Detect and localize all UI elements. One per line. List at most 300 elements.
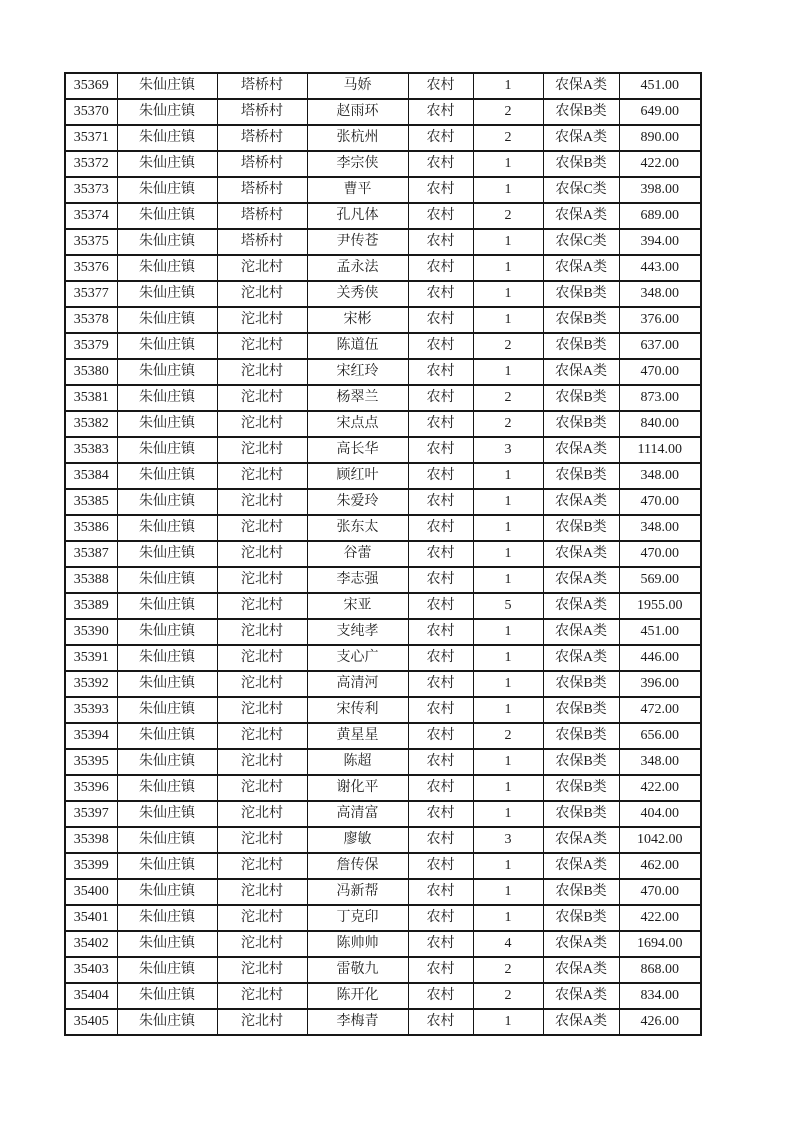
cell-amount: 422.00 bbox=[619, 775, 701, 801]
cell-village: 沱北村 bbox=[217, 697, 307, 723]
cell-amount: 348.00 bbox=[619, 463, 701, 489]
cell-residence: 农村 bbox=[408, 593, 473, 619]
table-row bbox=[65, 489, 701, 515]
table-row bbox=[65, 359, 701, 385]
cell-amount: 470.00 bbox=[619, 489, 701, 515]
cell-amount: 569.00 bbox=[619, 567, 701, 593]
cell-name: 黄星星 bbox=[307, 723, 408, 749]
cell-id: 35378 bbox=[65, 307, 117, 333]
cell-category: 农保A类 bbox=[543, 203, 619, 229]
cell-town: 朱仙庄镇 bbox=[117, 281, 217, 307]
cell-town: 朱仙庄镇 bbox=[117, 151, 217, 177]
cell-amount: 689.00 bbox=[619, 203, 701, 229]
cell-residence: 农村 bbox=[408, 151, 473, 177]
cell-count: 1 bbox=[473, 151, 543, 177]
cell-name: 谷蕾 bbox=[307, 541, 408, 567]
table-row bbox=[65, 73, 701, 99]
cell-residence: 农村 bbox=[408, 541, 473, 567]
cell-village: 沱北村 bbox=[217, 983, 307, 1009]
cell-name: 杨翠兰 bbox=[307, 385, 408, 411]
cell-village: 塔桥村 bbox=[217, 203, 307, 229]
cell-residence: 农村 bbox=[408, 957, 473, 983]
cell-village: 沱北村 bbox=[217, 489, 307, 515]
cell-town: 朱仙庄镇 bbox=[117, 229, 217, 255]
cell-amount: 649.00 bbox=[619, 99, 701, 125]
cell-category: 农保B类 bbox=[543, 905, 619, 931]
cell-village: 沱北村 bbox=[217, 879, 307, 905]
cell-residence: 农村 bbox=[408, 827, 473, 853]
cell-name: 雷敬九 bbox=[307, 957, 408, 983]
cell-amount: 890.00 bbox=[619, 125, 701, 151]
cell-residence: 农村 bbox=[408, 385, 473, 411]
cell-name: 李志强 bbox=[307, 567, 408, 593]
cell-village: 沱北村 bbox=[217, 385, 307, 411]
cell-name: 丁克印 bbox=[307, 905, 408, 931]
cell-village: 沱北村 bbox=[217, 541, 307, 567]
cell-category: 农保B类 bbox=[543, 801, 619, 827]
cell-residence: 农村 bbox=[408, 359, 473, 385]
cell-amount: 656.00 bbox=[619, 723, 701, 749]
cell-village: 沱北村 bbox=[217, 905, 307, 931]
cell-residence: 农村 bbox=[408, 645, 473, 671]
cell-id: 35380 bbox=[65, 359, 117, 385]
cell-town: 朱仙庄镇 bbox=[117, 125, 217, 151]
cell-amount: 1694.00 bbox=[619, 931, 701, 957]
cell-category: 农保A类 bbox=[543, 827, 619, 853]
cell-town: 朱仙庄镇 bbox=[117, 1009, 217, 1035]
table-body bbox=[65, 73, 701, 1035]
cell-town: 朱仙庄镇 bbox=[117, 255, 217, 281]
cell-count: 2 bbox=[473, 125, 543, 151]
cell-id: 35371 bbox=[65, 125, 117, 151]
cell-amount: 834.00 bbox=[619, 983, 701, 1009]
cell-name: 陈道伍 bbox=[307, 333, 408, 359]
cell-count: 1 bbox=[473, 1009, 543, 1035]
cell-residence: 农村 bbox=[408, 671, 473, 697]
cell-name: 尹传苍 bbox=[307, 229, 408, 255]
cell-count: 1 bbox=[473, 775, 543, 801]
cell-residence: 农村 bbox=[408, 411, 473, 437]
cell-count: 1 bbox=[473, 281, 543, 307]
cell-name: 孟永法 bbox=[307, 255, 408, 281]
cell-count: 1 bbox=[473, 229, 543, 255]
cell-name: 李宗侠 bbox=[307, 151, 408, 177]
table-row bbox=[65, 281, 701, 307]
cell-category: 农保A类 bbox=[543, 437, 619, 463]
cell-residence: 农村 bbox=[408, 489, 473, 515]
table-row bbox=[65, 723, 701, 749]
cell-village: 塔桥村 bbox=[217, 229, 307, 255]
cell-category: 农保B类 bbox=[543, 385, 619, 411]
cell-id: 35402 bbox=[65, 931, 117, 957]
cell-name: 马娇 bbox=[307, 73, 408, 99]
cell-id: 35385 bbox=[65, 489, 117, 515]
cell-category: 农保A类 bbox=[543, 567, 619, 593]
cell-amount: 1042.00 bbox=[619, 827, 701, 853]
cell-id: 35390 bbox=[65, 619, 117, 645]
cell-name: 李梅青 bbox=[307, 1009, 408, 1035]
cell-id: 35395 bbox=[65, 749, 117, 775]
cell-amount: 470.00 bbox=[619, 879, 701, 905]
cell-town: 朱仙庄镇 bbox=[117, 463, 217, 489]
cell-village: 沱北村 bbox=[217, 957, 307, 983]
cell-count: 2 bbox=[473, 203, 543, 229]
cell-category: 农保A类 bbox=[543, 593, 619, 619]
cell-town: 朱仙庄镇 bbox=[117, 905, 217, 931]
cell-id: 35399 bbox=[65, 853, 117, 879]
table-row bbox=[65, 671, 701, 697]
cell-town: 朱仙庄镇 bbox=[117, 801, 217, 827]
cell-count: 1 bbox=[473, 515, 543, 541]
cell-count: 1 bbox=[473, 671, 543, 697]
cell-id: 35383 bbox=[65, 437, 117, 463]
cell-count: 1 bbox=[473, 853, 543, 879]
cell-residence: 农村 bbox=[408, 515, 473, 541]
cell-town: 朱仙庄镇 bbox=[117, 697, 217, 723]
cell-id: 35369 bbox=[65, 73, 117, 99]
cell-category: 农保B类 bbox=[543, 723, 619, 749]
cell-count: 2 bbox=[473, 983, 543, 1009]
cell-village: 沱北村 bbox=[217, 931, 307, 957]
cell-name: 宋点点 bbox=[307, 411, 408, 437]
cell-residence: 农村 bbox=[408, 879, 473, 905]
cell-village: 沱北村 bbox=[217, 801, 307, 827]
cell-amount: 394.00 bbox=[619, 229, 701, 255]
table-row bbox=[65, 801, 701, 827]
cell-category: 农保B类 bbox=[543, 411, 619, 437]
cell-id: 35379 bbox=[65, 333, 117, 359]
cell-name: 关秀侠 bbox=[307, 281, 408, 307]
cell-residence: 农村 bbox=[408, 177, 473, 203]
cell-amount: 472.00 bbox=[619, 697, 701, 723]
cell-id: 35377 bbox=[65, 281, 117, 307]
cell-id: 35396 bbox=[65, 775, 117, 801]
cell-village: 沱北村 bbox=[217, 645, 307, 671]
cell-town: 朱仙庄镇 bbox=[117, 879, 217, 905]
cell-category: 农保A类 bbox=[543, 125, 619, 151]
cell-category: 农保B类 bbox=[543, 99, 619, 125]
cell-count: 2 bbox=[473, 957, 543, 983]
cell-category: 农保A类 bbox=[543, 255, 619, 281]
cell-count: 1 bbox=[473, 73, 543, 99]
table-row bbox=[65, 853, 701, 879]
cell-town: 朱仙庄镇 bbox=[117, 957, 217, 983]
table-row bbox=[65, 1009, 701, 1035]
cell-id: 35397 bbox=[65, 801, 117, 827]
cell-category: 农保B类 bbox=[543, 515, 619, 541]
table-row bbox=[65, 983, 701, 1009]
cell-name: 朱爱玲 bbox=[307, 489, 408, 515]
cell-name: 詹传保 bbox=[307, 853, 408, 879]
cell-count: 2 bbox=[473, 723, 543, 749]
cell-count: 1 bbox=[473, 307, 543, 333]
cell-amount: 840.00 bbox=[619, 411, 701, 437]
cell-village: 沱北村 bbox=[217, 671, 307, 697]
cell-residence: 农村 bbox=[408, 437, 473, 463]
cell-name: 廖敏 bbox=[307, 827, 408, 853]
cell-village: 沱北村 bbox=[217, 359, 307, 385]
cell-count: 1 bbox=[473, 801, 543, 827]
cell-name: 陈开化 bbox=[307, 983, 408, 1009]
table-row bbox=[65, 463, 701, 489]
cell-town: 朱仙庄镇 bbox=[117, 307, 217, 333]
cell-name: 宋红玲 bbox=[307, 359, 408, 385]
cell-village: 沱北村 bbox=[217, 723, 307, 749]
cell-category: 农保B类 bbox=[543, 671, 619, 697]
cell-category: 农保A类 bbox=[543, 489, 619, 515]
table-row bbox=[65, 957, 701, 983]
table-row bbox=[65, 541, 701, 567]
cell-id: 35370 bbox=[65, 99, 117, 125]
cell-residence: 农村 bbox=[408, 203, 473, 229]
cell-village: 沱北村 bbox=[217, 1009, 307, 1035]
cell-village: 沱北村 bbox=[217, 593, 307, 619]
cell-count: 2 bbox=[473, 333, 543, 359]
cell-category: 农保B类 bbox=[543, 775, 619, 801]
cell-id: 35388 bbox=[65, 567, 117, 593]
cell-town: 朱仙庄镇 bbox=[117, 333, 217, 359]
cell-village: 沱北村 bbox=[217, 515, 307, 541]
cell-id: 35375 bbox=[65, 229, 117, 255]
table-row bbox=[65, 203, 701, 229]
cell-village: 塔桥村 bbox=[217, 177, 307, 203]
cell-town: 朱仙庄镇 bbox=[117, 645, 217, 671]
cell-amount: 426.00 bbox=[619, 1009, 701, 1035]
cell-amount: 446.00 bbox=[619, 645, 701, 671]
cell-village: 沱北村 bbox=[217, 463, 307, 489]
cell-count: 2 bbox=[473, 411, 543, 437]
cell-id: 35384 bbox=[65, 463, 117, 489]
cell-town: 朱仙庄镇 bbox=[117, 619, 217, 645]
table-row bbox=[65, 307, 701, 333]
cell-residence: 农村 bbox=[408, 775, 473, 801]
cell-count: 1 bbox=[473, 177, 543, 203]
cell-id: 35393 bbox=[65, 697, 117, 723]
cell-id: 35389 bbox=[65, 593, 117, 619]
cell-residence: 农村 bbox=[408, 463, 473, 489]
cell-amount: 348.00 bbox=[619, 281, 701, 307]
table-row bbox=[65, 99, 701, 125]
cell-village: 沱北村 bbox=[217, 333, 307, 359]
cell-town: 朱仙庄镇 bbox=[117, 515, 217, 541]
table-row bbox=[65, 151, 701, 177]
cell-category: 农保A类 bbox=[543, 983, 619, 1009]
cell-id: 35400 bbox=[65, 879, 117, 905]
cell-id: 35398 bbox=[65, 827, 117, 853]
cell-count: 2 bbox=[473, 99, 543, 125]
cell-id: 35374 bbox=[65, 203, 117, 229]
cell-category: 农保B类 bbox=[543, 151, 619, 177]
table-row bbox=[65, 931, 701, 957]
cell-village: 塔桥村 bbox=[217, 73, 307, 99]
cell-town: 朱仙庄镇 bbox=[117, 931, 217, 957]
cell-residence: 农村 bbox=[408, 853, 473, 879]
table-row bbox=[65, 697, 701, 723]
cell-count: 1 bbox=[473, 463, 543, 489]
cell-id: 35381 bbox=[65, 385, 117, 411]
cell-name: 冯新帮 bbox=[307, 879, 408, 905]
cell-town: 朱仙庄镇 bbox=[117, 177, 217, 203]
cell-name: 孔凡体 bbox=[307, 203, 408, 229]
cell-name: 张杭州 bbox=[307, 125, 408, 151]
cell-residence: 农村 bbox=[408, 307, 473, 333]
cell-residence: 农村 bbox=[408, 281, 473, 307]
cell-residence: 农村 bbox=[408, 1009, 473, 1035]
table-row bbox=[65, 515, 701, 541]
cell-residence: 农村 bbox=[408, 723, 473, 749]
cell-category: 农保A类 bbox=[543, 359, 619, 385]
cell-name: 陈帅帅 bbox=[307, 931, 408, 957]
cell-id: 35403 bbox=[65, 957, 117, 983]
cell-name: 曹平 bbox=[307, 177, 408, 203]
cell-amount: 637.00 bbox=[619, 333, 701, 359]
cell-residence: 农村 bbox=[408, 619, 473, 645]
cell-residence: 农村 bbox=[408, 567, 473, 593]
table-row bbox=[65, 775, 701, 801]
cell-category: 农保A类 bbox=[543, 957, 619, 983]
cell-amount: 396.00 bbox=[619, 671, 701, 697]
cell-town: 朱仙庄镇 bbox=[117, 723, 217, 749]
cell-count: 5 bbox=[473, 593, 543, 619]
cell-category: 农保B类 bbox=[543, 879, 619, 905]
cell-amount: 376.00 bbox=[619, 307, 701, 333]
cell-town: 朱仙庄镇 bbox=[117, 671, 217, 697]
cell-category: 农保B类 bbox=[543, 463, 619, 489]
cell-town: 朱仙庄镇 bbox=[117, 567, 217, 593]
cell-amount: 1955.00 bbox=[619, 593, 701, 619]
cell-count: 1 bbox=[473, 255, 543, 281]
cell-amount: 451.00 bbox=[619, 619, 701, 645]
cell-village: 沱北村 bbox=[217, 853, 307, 879]
cell-residence: 农村 bbox=[408, 125, 473, 151]
cell-id: 35392 bbox=[65, 671, 117, 697]
cell-amount: 398.00 bbox=[619, 177, 701, 203]
cell-amount: 443.00 bbox=[619, 255, 701, 281]
cell-amount: 348.00 bbox=[619, 749, 701, 775]
cell-amount: 422.00 bbox=[619, 905, 701, 931]
cell-name: 顾红叶 bbox=[307, 463, 408, 489]
cell-town: 朱仙庄镇 bbox=[117, 775, 217, 801]
cell-category: 农保B类 bbox=[543, 333, 619, 359]
cell-town: 朱仙庄镇 bbox=[117, 359, 217, 385]
cell-count: 1 bbox=[473, 619, 543, 645]
cell-category: 农保B类 bbox=[543, 697, 619, 723]
table-row bbox=[65, 177, 701, 203]
cell-town: 朱仙庄镇 bbox=[117, 489, 217, 515]
table-row bbox=[65, 229, 701, 255]
cell-id: 35372 bbox=[65, 151, 117, 177]
cell-category: 农保A类 bbox=[543, 73, 619, 99]
cell-town: 朱仙庄镇 bbox=[117, 73, 217, 99]
cell-village: 沱北村 bbox=[217, 827, 307, 853]
cell-village: 沱北村 bbox=[217, 255, 307, 281]
cell-village: 塔桥村 bbox=[217, 151, 307, 177]
cell-village: 沱北村 bbox=[217, 749, 307, 775]
cell-id: 35387 bbox=[65, 541, 117, 567]
table-row bbox=[65, 333, 701, 359]
cell-village: 沱北村 bbox=[217, 567, 307, 593]
cell-name: 高长华 bbox=[307, 437, 408, 463]
cell-id: 35382 bbox=[65, 411, 117, 437]
cell-village: 沱北村 bbox=[217, 437, 307, 463]
cell-category: 农保B类 bbox=[543, 749, 619, 775]
cell-count: 1 bbox=[473, 879, 543, 905]
cell-id: 35404 bbox=[65, 983, 117, 1009]
cell-village: 塔桥村 bbox=[217, 125, 307, 151]
cell-town: 朱仙庄镇 bbox=[117, 437, 217, 463]
table-row bbox=[65, 385, 701, 411]
cell-town: 朱仙庄镇 bbox=[117, 749, 217, 775]
cell-category: 农保A类 bbox=[543, 645, 619, 671]
cell-residence: 农村 bbox=[408, 749, 473, 775]
table-row bbox=[65, 827, 701, 853]
table-row bbox=[65, 593, 701, 619]
payment-records-table bbox=[64, 72, 702, 1036]
cell-name: 张东太 bbox=[307, 515, 408, 541]
table-row bbox=[65, 437, 701, 463]
cell-village: 沱北村 bbox=[217, 775, 307, 801]
cell-name: 宋传利 bbox=[307, 697, 408, 723]
table-row bbox=[65, 567, 701, 593]
table-row bbox=[65, 619, 701, 645]
table-row bbox=[65, 125, 701, 151]
cell-category: 农保A类 bbox=[543, 853, 619, 879]
cell-residence: 农村 bbox=[408, 931, 473, 957]
table-row bbox=[65, 905, 701, 931]
cell-town: 朱仙庄镇 bbox=[117, 593, 217, 619]
cell-amount: 422.00 bbox=[619, 151, 701, 177]
cell-residence: 农村 bbox=[408, 99, 473, 125]
cell-category: 农保C类 bbox=[543, 177, 619, 203]
cell-id: 35391 bbox=[65, 645, 117, 671]
cell-id: 35405 bbox=[65, 1009, 117, 1035]
cell-id: 35376 bbox=[65, 255, 117, 281]
cell-id: 35394 bbox=[65, 723, 117, 749]
cell-town: 朱仙庄镇 bbox=[117, 99, 217, 125]
cell-residence: 农村 bbox=[408, 697, 473, 723]
cell-town: 朱仙庄镇 bbox=[117, 983, 217, 1009]
cell-name: 高清河 bbox=[307, 671, 408, 697]
cell-count: 1 bbox=[473, 697, 543, 723]
cell-count: 1 bbox=[473, 567, 543, 593]
cell-amount: 462.00 bbox=[619, 853, 701, 879]
cell-count: 1 bbox=[473, 359, 543, 385]
table-row bbox=[65, 255, 701, 281]
cell-amount: 873.00 bbox=[619, 385, 701, 411]
cell-category: 农保A类 bbox=[543, 541, 619, 567]
cell-village: 塔桥村 bbox=[217, 99, 307, 125]
cell-category: 农保A类 bbox=[543, 1009, 619, 1035]
cell-residence: 农村 bbox=[408, 801, 473, 827]
cell-name: 支纯孝 bbox=[307, 619, 408, 645]
cell-amount: 470.00 bbox=[619, 541, 701, 567]
cell-name: 高清富 bbox=[307, 801, 408, 827]
cell-village: 沱北村 bbox=[217, 307, 307, 333]
cell-category: 农保B类 bbox=[543, 307, 619, 333]
table-row bbox=[65, 645, 701, 671]
cell-category: 农保C类 bbox=[543, 229, 619, 255]
cell-count: 1 bbox=[473, 905, 543, 931]
table-row bbox=[65, 749, 701, 775]
cell-town: 朱仙庄镇 bbox=[117, 385, 217, 411]
cell-category: 农保A类 bbox=[543, 931, 619, 957]
cell-residence: 农村 bbox=[408, 333, 473, 359]
cell-count: 1 bbox=[473, 749, 543, 775]
cell-residence: 农村 bbox=[408, 73, 473, 99]
cell-village: 沱北村 bbox=[217, 411, 307, 437]
cell-count: 2 bbox=[473, 385, 543, 411]
cell-village: 沱北村 bbox=[217, 281, 307, 307]
